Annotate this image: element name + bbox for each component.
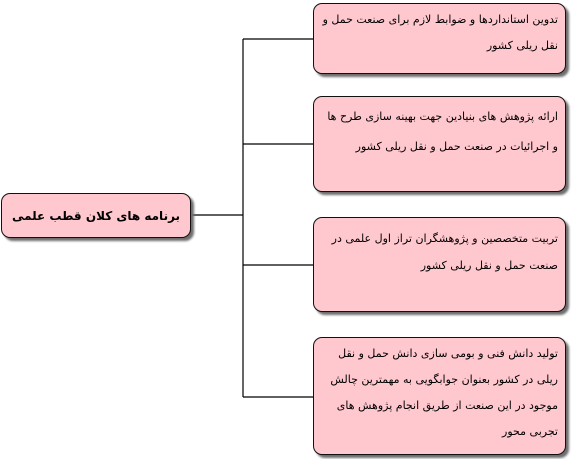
child-node-training — [313, 217, 566, 312]
child-text-3: تربیت متخصصین و پژوهشگران تراز اول علمی در صنعت حمل و نقل ریلی کشور — [331, 232, 558, 272]
child-node-research — [313, 96, 566, 192]
root-label: برنامه های کلان قطب علمی — [11, 208, 181, 223]
child-node-knowledge — [313, 337, 566, 455]
child-node-standards — [313, 3, 566, 74]
child-text-1: تدوین استانداردها و ضوابط لازم برای صنعت حمل و نقل ریلی کشور — [322, 13, 558, 52]
child-text-4: تولید دانش فنی و بومی سازی دانش حمل و نقل ریلی در کشور بعنوان جوابگویی به مهمترین چالش موجود در این صنعت از طریق انجام پژوهش های تجربی محور — [330, 347, 558, 438]
root-node — [1, 193, 191, 238]
child-text-2: ارائه پژوهش های بنیادین جهت بهینه سازی طرح ها و اجرائیات در صنعت حمل و نقل ریلی کشور — [327, 110, 558, 153]
